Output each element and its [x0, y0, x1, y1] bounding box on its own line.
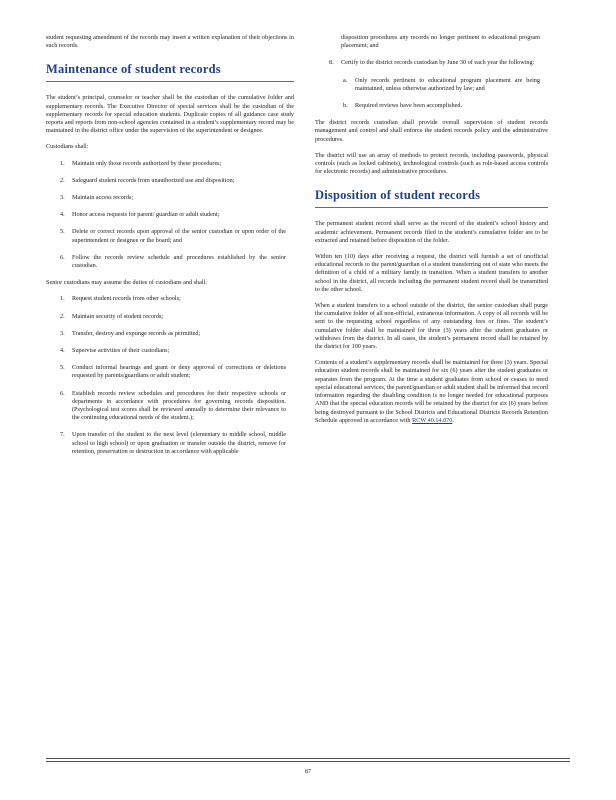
list-item: 7. Upon transfer of the student to the next level (elementary to middle school, middle school to high school) or upon graduation or transfer outside the district, remove for retention, preservation or destruction in accordance with applicable [60, 431, 286, 455]
senior-custodians-lead: Senior custodians may assume the duties of custodians and shall: [46, 279, 208, 287]
list-item: b. Required reviews have been accomplished. [343, 102, 463, 110]
senior-custodian-duties-continued [315, 34, 548, 68]
list-item: 2. Maintain security of student records; [60, 312, 164, 320]
list-item: 3. Maintain access records; [60, 194, 134, 202]
list-item: 6. Follow the records review schedule and procedures established by the senior custodian. [60, 253, 286, 270]
list-item: 6. Establish records review schedules and procedures for their respective schools or departments in accordance with procedures for governing records disposition. (Psychological test scores shall be reviewed annually to determine their relevance to the continuing educational needs of the student.); [60, 389, 286, 422]
protection-methods-paragraph: The district will use an array of methods to protect records, including passwords, physical controls (such as locked cabinets), technological controls (such as role-based access controls for electronic records) and administrative procedures. [315, 151, 548, 176]
list-item-continued: disposition procedures any records no longer pertinent to educational program placement; and [341, 34, 540, 50]
list-item: 4. Supervise activities of their custodians; [60, 347, 170, 355]
senior-custodian-duties-list [46, 295, 294, 456]
list-item: 1. Maintain only those records authorized by these procedures; [60, 159, 222, 167]
left-column [46, 34, 294, 465]
list-item: 8. Certify to the district records custodian by June 30 of each year the following: [329, 59, 535, 67]
disposition-paragraph-3: When a student transfers to a school outside of the district, the senior custodian shall purge the cumulative folder of all non-official, extraneous information. A copy of all records will be sent to the requesting school regardless of any outstanding fees or fines. The student’s cumulative folder shall be maintained for three (3) years after the student graduates or withdraws from the district. In all cases, the student’s permanent record shall be retained by the district for 100 years. [315, 302, 548, 351]
section-heading-maintenance: Maintenance of student records [46, 62, 294, 82]
certification-sublist [315, 77, 548, 111]
custodian-paragraph: The student’s principal, counselor or teacher shall be the custodian of the cumulative folder and supplementary records. The Executive Director of special services shall be the custodian of the supplementary records for special education students. Duplicate copies of all guidance case study reports and reports from non-school agencies contained in a student’s supplementary record may be maintained in the district office under the supervision of the superintendent or designee. [46, 94, 294, 135]
list-item: 5. Delete or correct records upon approval of the senior custodian or upon order of the superintendent or designee or the board; and [60, 228, 286, 244]
district-custodian-paragraph: The district records custodian shall provide overall supervision of student records management and control and shall enforce the student records policy and the administrative procedures. [315, 119, 548, 143]
custodian-duties-list [46, 160, 294, 271]
disposition-paragraph-1: The permanent student record shall serve as the record of the student’s school history and academic achievement. Permanent records filed in the student’s cumulative folder are to be extracted and retained before disposition of the folder. [315, 220, 548, 244]
list-item: 5. Conduct informal hearings and grant or deny approval of corrections or deletions requested by parents/guardians or adult student; [60, 364, 286, 380]
custodians-lead: Custodians shall: [46, 143, 89, 151]
right-column [315, 34, 548, 433]
list-item: 1. Request student records from other schools; [60, 295, 181, 303]
footer-rule [46, 758, 570, 759]
rcw-link[interactable]: RCW 40.14.070 [412, 416, 453, 424]
list-item: a. Only records pertinent to educational program placement are being maintained, unless otherwise authorized by law; and [343, 76, 540, 92]
list-item: 2. Safeguard student records from unauthorized use and disposition; [60, 176, 235, 184]
disposition-paragraph-2: Within ten (10) days after receiving a request, the district will furnish a set of unofficial educational records to the parent/guardian of a student transferring out of state who meets the definition of a child of a military family in transition. When a student transfers to another school in the district, all records including the permanent student record shall be transmitted to the other school. [315, 253, 548, 293]
intro-paragraph: student requesting amendment of the records may insert a written explanation of their objections in such records. [46, 34, 294, 50]
footer-rule [46, 761, 570, 762]
disposition-paragraph-4: Contents of a student’s supplementary records shall be maintained for three (3) years. Special education student records shall be maintained for six (6) years after the student graduates or separates from the program. At the time a student graduates from school or ceases to need special educational services, the parent/guardian or adult student shall be informed that record information regarding the disabling condition is no longer needed for educational purposes AND that the special education records will be retained by the district for six (6) years before being destroyed pursuant to the School Districts and Educational Districts Records Retention Schedule approved in accordance with RCW 40.14.070. [315, 359, 548, 424]
page-number: 87 [304, 768, 312, 775]
list-item: 4. Honor access requests for parent/ guardian or adult student; [60, 211, 220, 219]
list-item: 3. Transfer, destroy and expunge records as permitted; [60, 329, 201, 337]
section-heading-disposition: Disposition of student records [315, 188, 548, 208]
